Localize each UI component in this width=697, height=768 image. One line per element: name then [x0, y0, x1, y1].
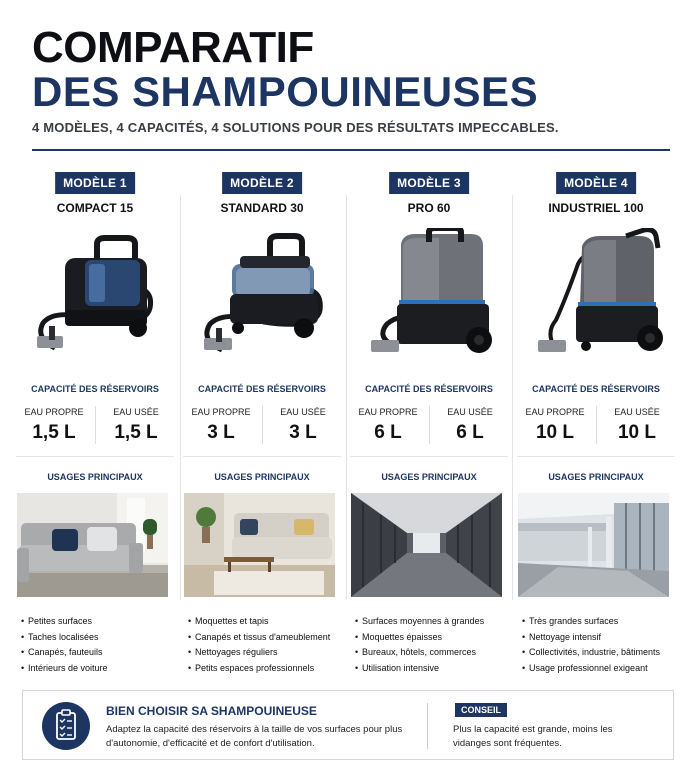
clean-water-value: 6 L [374, 422, 402, 443]
model-badge: MODÈLE 4 [556, 172, 636, 194]
advice-box [22, 690, 674, 760]
dirty-water-label: EAU USÉE [113, 407, 159, 417]
model-name: PRO 60 [407, 201, 451, 215]
advice-text: Adaptez la capacité des réservoirs à la taille de vos surfaces pour plus d'autonomie, d'efficacité et de confort d'utilisation. [106, 724, 403, 749]
capacity-divider [262, 406, 263, 444]
page-subtitle: 4 MODÈLES, 4 CAPACITÉS, 4 SOLUTIONS POUR DES RÉSULTATS IMPECCABLES. [32, 120, 559, 135]
usage-list [355, 614, 515, 676]
model-name: COMPACT 15 [56, 201, 134, 215]
usages-title: USAGES PRINCIPAUX [381, 472, 477, 482]
capacity-divider [95, 406, 96, 444]
list-item: • Moquettes épaisses [355, 630, 515, 646]
list-item: • Nettoyage intensif [522, 630, 682, 646]
usages-title: USAGES PRINCIPAUX [548, 472, 644, 482]
living-room-photo [17, 493, 168, 597]
clean-water-value: 10 L [535, 422, 575, 443]
model-badge: MODÈLE 1 [55, 172, 135, 194]
model-card-1 [12, 160, 178, 675]
list-item: • Canapés, fauteuils [21, 645, 181, 661]
carpet-cleaner-compact-image [25, 228, 165, 368]
list-item: • Usage professionnel exigeant [522, 661, 682, 677]
model-name: INDUSTRIEL 100 [548, 201, 644, 215]
advice-divider [427, 703, 428, 749]
usages-title: USAGES PRINCIPAUX [47, 472, 143, 482]
capacity-title: CAPACITÉ DES RÉSERVOIRS [198, 384, 326, 394]
clean-water-label: EAU PROPRE [525, 407, 585, 417]
list-item: • Très grandes surfaces [522, 614, 682, 630]
usages-title: USAGES PRINCIPAUX [214, 472, 310, 482]
list-item: • Canapés et tissus d'ameublement [188, 630, 348, 646]
list-item: • Collectivités, industrie, bâtiments [522, 645, 682, 661]
lounge-photo [184, 493, 335, 597]
list-item: • Taches localisées [21, 630, 181, 646]
dirty-water-value: 3 L [289, 422, 317, 443]
page-title-line2: DES SHAMPOUINEUSES [32, 68, 539, 115]
header-rule [32, 149, 670, 151]
page-title-line1: COMPARATIF [32, 23, 314, 72]
usage-list [522, 614, 682, 676]
model-card-4 [513, 160, 679, 675]
dirty-water-label: EAU USÉE [280, 407, 326, 417]
usage-list [21, 614, 181, 676]
list-item: • Bureaux, hôtels, commerces [355, 645, 515, 661]
dirty-water-value: 1,5 L [114, 422, 158, 443]
model-badge: MODÈLE 2 [222, 172, 302, 194]
model-name: STANDARD 30 [220, 201, 304, 215]
usage-list [188, 614, 348, 676]
carpet-cleaner-industrial-image [526, 228, 666, 368]
list-item: • Petites surfaces [21, 614, 181, 630]
atrium-hall-photo [518, 493, 669, 597]
list-item: • Nettoyages réguliers [188, 645, 348, 661]
dirty-water-label: EAU USÉE [614, 407, 660, 417]
advice-title: BIEN CHOISIR SA SHAMPOUINEUSE [106, 704, 317, 718]
carpet-cleaner-pro-image [359, 228, 499, 368]
clean-water-label: EAU PROPRE [24, 407, 84, 417]
clean-water-value: 3 L [207, 422, 235, 443]
capacity-title: CAPACITÉ DES RÉSERVOIRS [31, 384, 159, 394]
section-separator [517, 456, 675, 457]
dirty-water-value: 6 L [456, 422, 484, 443]
model-card-3 [346, 160, 512, 675]
tip-badge: CONSEIL [455, 703, 507, 717]
clipboard-checklist-icon [42, 702, 90, 750]
section-separator [350, 456, 508, 457]
capacity-divider [429, 406, 430, 444]
section-separator [16, 456, 174, 457]
list-item: • Moquettes et tapis [188, 614, 348, 630]
clean-water-value: 1,5 L [32, 422, 76, 443]
section-separator [183, 456, 341, 457]
capacity-title: CAPACITÉ DES RÉSERVOIRS [365, 384, 493, 394]
list-item: • Petits espaces professionnels [188, 661, 348, 677]
dirty-water-label: EAU USÉE [447, 407, 493, 417]
list-item: • Surfaces moyennes à grandes [355, 614, 515, 630]
list-item: • Intérieurs de voiture [21, 661, 181, 677]
clean-water-label: EAU PROPRE [191, 407, 251, 417]
capacity-title: CAPACITÉ DES RÉSERVOIRS [532, 384, 660, 394]
capacity-divider [596, 406, 597, 444]
carpet-cleaner-standard-image [192, 228, 332, 368]
office-corridor-photo [351, 493, 502, 597]
model-badge: MODÈLE 3 [389, 172, 469, 194]
tip-text: Plus la capacité est grande, moins les vidanges sont fréquentes. [453, 724, 613, 749]
dirty-water-value: 10 L [617, 422, 657, 443]
list-item: • Utilisation intensive [355, 661, 515, 677]
clean-water-label: EAU PROPRE [358, 407, 418, 417]
model-card-2 [179, 160, 345, 675]
